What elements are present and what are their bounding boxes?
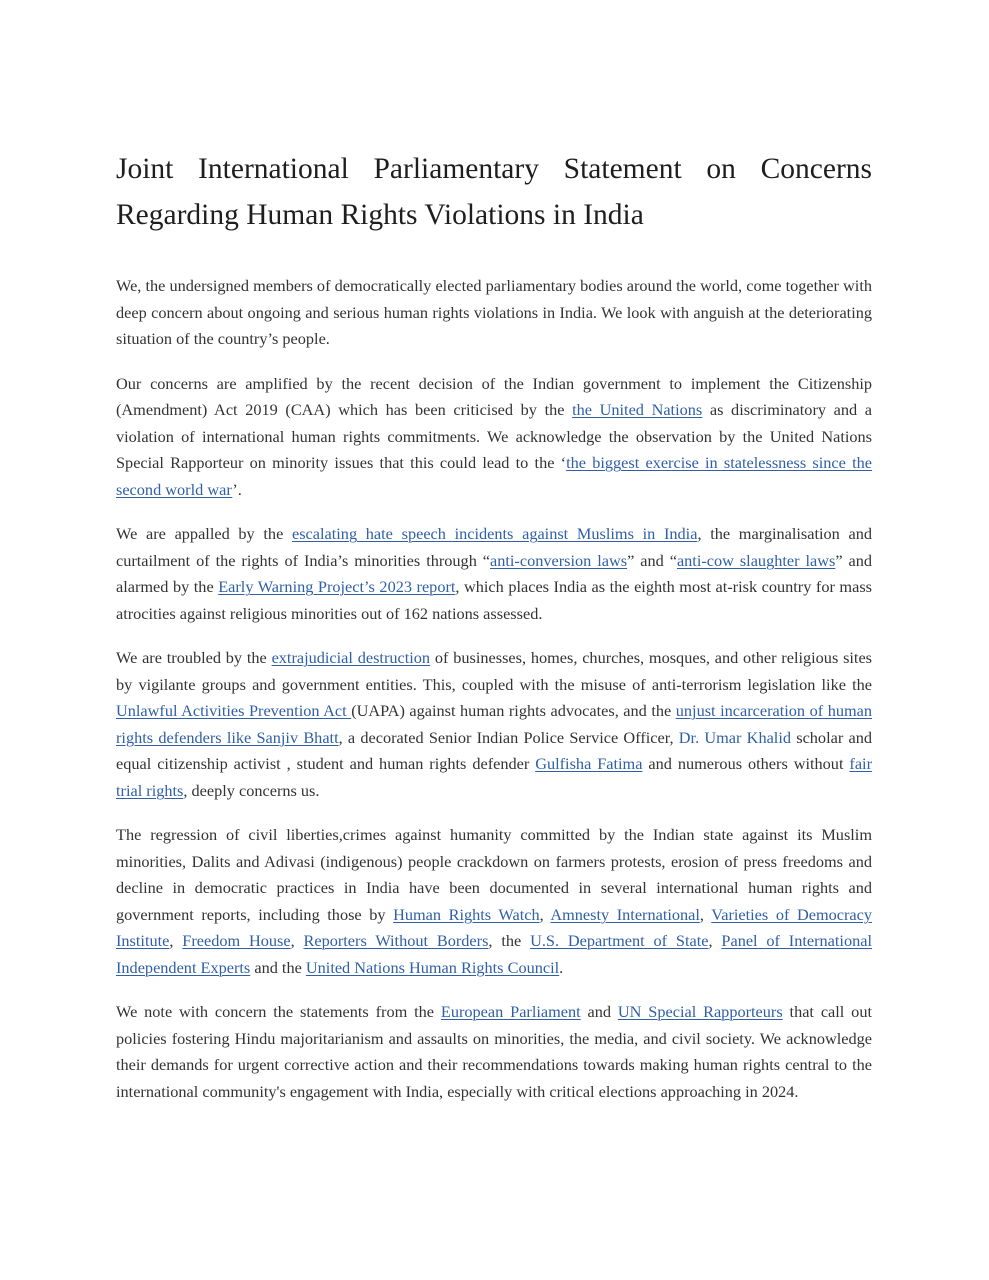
link-fair-trial-rights[interactable]: fair trial rights xyxy=(116,754,872,800)
title-line-1: Joint International Parliamentary Statement on Concerns xyxy=(116,153,872,185)
text: , xyxy=(708,931,722,950)
paragraph-hate-speech xyxy=(116,521,872,627)
text: of businesses, homes, churches, mosques, and other religious sites by vigilante groups and government entities. This, coupled with the misuse of anti-terrorism legislation like the xyxy=(116,648,873,694)
text: ” and alarmed by the xyxy=(116,550,872,596)
link-panel-of-experts[interactable]: Panel of International Independent Experts xyxy=(116,931,872,977)
text: that call out policies fostering Hindu majoritarianism and assaults on minorities, the media, and civil society. We acknowledge their demands for urgent corrective action and their recommendations towards making human rights central to the international community's engagement with India, especially with critical elections approaching in 2024. xyxy=(116,1002,872,1101)
text: , which places India as the eighth most at-risk country for mass atrocities against religious minorities out of 162 nations assessed. xyxy=(116,577,872,623)
link-amnesty-international[interactable]: Amnesty International xyxy=(550,904,700,924)
link-varieties-of-democracy[interactable]: Varieties of Democracy Institute xyxy=(116,904,872,950)
link-extrajudicial-destruction[interactable]: extrajudicial destruction xyxy=(271,648,431,667)
text: ’. xyxy=(232,479,242,499)
paragraph-extrajudicial xyxy=(116,645,872,804)
text: , xyxy=(539,904,551,924)
link-hate-speech[interactable]: escalating hate speech incidents against Muslims in India xyxy=(292,524,698,543)
text: , xyxy=(699,904,712,924)
text: , xyxy=(169,931,183,950)
paragraph-regression xyxy=(116,822,872,981)
link-anti-cow-slaughter-laws[interactable]: anti-cow slaughter laws xyxy=(676,550,836,570)
link-unjust-incarceration[interactable]: unjust incarceration of human rights defenders like Sanjiv Bhatt xyxy=(116,701,873,747)
link-human-rights-watch[interactable]: Human Rights Watch xyxy=(393,904,540,924)
link-gulfisha-fatima[interactable]: Gulfisha Fatima xyxy=(535,754,643,773)
link-uapa[interactable]: Unlawful Activities Prevention Act xyxy=(116,701,352,720)
link-united-nations[interactable]: the United Nations xyxy=(572,400,703,419)
link-freedom-house[interactable]: Freedom House xyxy=(182,931,291,950)
text: The regression of civil liberties,crimes against humanity committed by the Indian state against its Muslim minorities, Dalits and Adivasi (indigenous) people crackdown on farmers protests, erosion of press freedoms and decline in democratic practices in India have been documented in several international human rights and government reports, including those by xyxy=(116,825,872,924)
text: , xyxy=(290,931,304,950)
title-line-2: Regarding Human Rights Violations in India xyxy=(116,199,644,231)
link-un-special-rapporteurs[interactable]: UN Special Rapporteurs xyxy=(617,1002,783,1021)
link-early-warning-report[interactable]: Early Warning Project’s 2023 report xyxy=(218,577,456,596)
text: . xyxy=(559,957,564,977)
text: and numerous others without xyxy=(642,754,850,773)
name-umar-khalid: Dr. Umar Khalid xyxy=(678,727,791,747)
text: We note with concern the statements from the xyxy=(116,1002,441,1021)
text: We are appalled by the xyxy=(116,524,292,543)
text: , a decorated Senior Indian Police Service Officer, xyxy=(338,727,679,747)
text: , the marginalisation and curtailment of the rights of India’s minorities through “ xyxy=(116,524,872,570)
link-reporters-without-borders[interactable]: Reporters Without Borders xyxy=(303,931,489,950)
text: , the xyxy=(488,931,531,950)
paragraph-european-parliament xyxy=(116,999,872,1105)
link-un-human-rights-council[interactable]: United Nations Human Rights Council xyxy=(305,957,560,977)
paragraph-intro-text: We, the undersigned members of democratically elected parliamentary bodies around the world, come together with deep concern about ongoing and serious human rights violations in India. We look with anguish at the deteriorating situation of the country’s people. xyxy=(116,276,872,348)
text: and xyxy=(580,1002,618,1021)
text: ” and “ xyxy=(627,550,677,570)
paragraph-caa xyxy=(116,371,872,504)
text: scholar and equal citizenship activist , student and human rights defender xyxy=(116,727,872,773)
link-european-parliament[interactable]: European Parliament xyxy=(440,1002,581,1021)
link-us-department-of-state[interactable]: U.S. Department of State xyxy=(530,931,709,950)
text: and the xyxy=(250,957,306,977)
paragraph-intro xyxy=(116,273,872,353)
link-anti-conversion-laws[interactable]: anti-conversion laws xyxy=(490,550,628,570)
text: (UAPA) against human rights advocates, and the xyxy=(351,701,676,720)
link-statelessness[interactable]: the biggest exercise in statelessness since the second world war xyxy=(116,453,872,499)
text: as discriminatory and a violation of international human rights commitments. We acknowledge the observation by the United Nations Special Rapporteur on minority issues that this could lead to the ‘ xyxy=(116,400,873,472)
text: , deeply concerns us. xyxy=(183,780,320,800)
text: We are troubled by the xyxy=(116,648,272,667)
text: Our concerns are amplified by the recent decision of the Indian government to implement the Citizenship (Amendment) Act 2019 (CAA) which has been criticised by the xyxy=(116,373,872,419)
document-title xyxy=(116,146,872,238)
